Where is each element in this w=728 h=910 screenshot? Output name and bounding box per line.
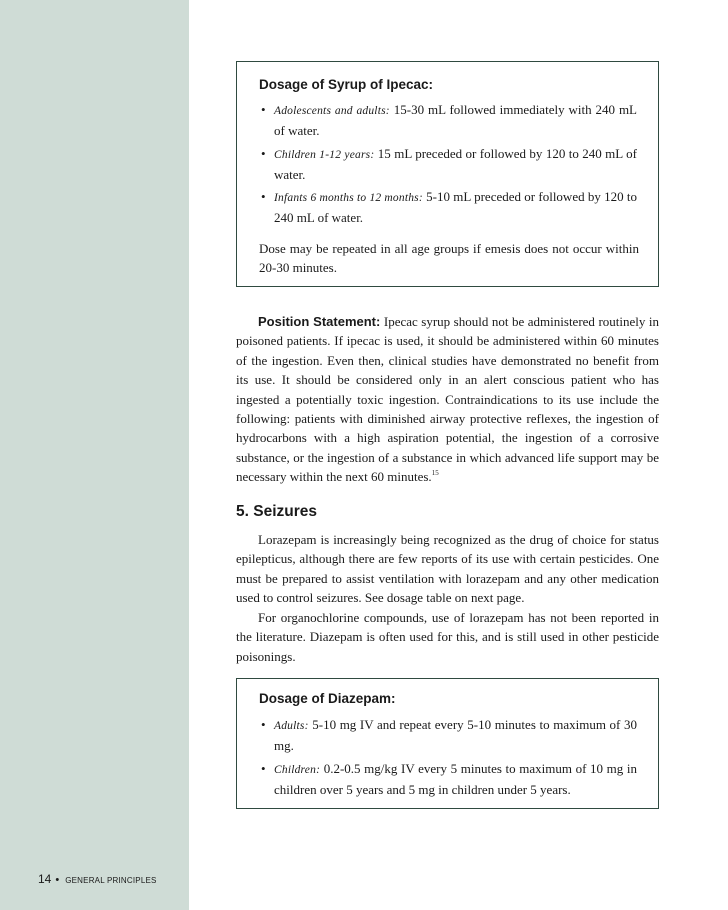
item-label: Infants 6 months to 12 months: [274, 192, 423, 204]
seizures-para2-text: For organochlorine compounds, use of lorazepam has not been reported in the literature. Diazepam is often used for this, and is still used in other pesticide poisonings. [236, 610, 659, 664]
bullet-icon: • [261, 146, 266, 161]
item-label: Children 1-12 years: [274, 149, 375, 161]
ipecac-dosage-box [236, 61, 659, 287]
ipecac-item-adults [259, 100, 637, 140]
seizures-para1-text: Lorazepam is increasingly being recognized as the drug of choice for status epilepticus, although there are few reports of its use with certain pesticides. One must be prepared to assist ventilation with lorazepam and any other medication used to control seizures. See dosage table on next page. [236, 532, 659, 606]
ipecac-item-infants [259, 187, 637, 227]
page-footer [38, 872, 157, 886]
sidebar-band [0, 0, 189, 910]
bullet-icon: • [261, 717, 266, 732]
page-number: 14 [38, 872, 52, 886]
item-text: 5-10 mL preceded or followed by 120 to 240 mL of water. [274, 189, 638, 225]
item-label: Children: [274, 764, 321, 776]
diazepam-dosage-box [236, 678, 659, 809]
item-text: 5-10 mg IV and repeat every 5-10 minutes to maximum of 30 mg. [274, 717, 638, 753]
diazepam-item-children [259, 759, 637, 799]
diazepam-item-adults [259, 715, 637, 755]
bullet-icon: • [261, 189, 266, 204]
seizures-paragraph-2 [236, 608, 659, 666]
item-text: 15 mL preceded or followed by 120 to 240 mL of water. [274, 146, 637, 182]
bullet-icon: • [261, 102, 266, 117]
diazepam-box-title: Dosage of Diazepam: [259, 691, 396, 706]
seizures-paragraph-1 [236, 530, 659, 608]
bullet-icon: • [261, 761, 266, 776]
footer-section-title: GENERAL PRINCIPLES [65, 876, 157, 885]
item-text: 15-30 mL followed immediately with 240 mL of water. [274, 102, 637, 138]
ipecac-box-title: Dosage of Syrup of Ipecac: [259, 77, 434, 92]
ipecac-repeat-note: Dose may be repeated in all age groups if emesis does not occur within 20-30 minutes. [259, 241, 639, 275]
item-label: Adolescents and adults: [274, 105, 390, 117]
position-statement-text: Ipecac syrup should not be administered routinely in poisoned patients. If ipecac is used, it should be administered within 60 minutes of the ingestion. Even then, clinical studies have demonstrated no benefit from its use. It should be considered only in an alert conscious patient who has ingested a potentially toxic ingestion. Contraindications to its use include the following: patients with diminished airway protective reflexes, the ingestion of hydrocarbons with a high aspiration potential, the ingestion of a corrosive substance, or the ingestion of a substance in which advanced life support may be necessary within the next 60 minutes. [236, 314, 659, 485]
footer-bullet: • [55, 874, 60, 886]
item-label: Adults: [274, 720, 309, 732]
ipecac-item-children [259, 144, 637, 184]
item-text: 0.2-0.5 mg/kg IV every 5 minutes to maximum of 10 mg in children over 5 years and 5 mg in children under 5 years. [274, 761, 638, 797]
position-statement [236, 312, 659, 487]
reference-mark: 15 [431, 469, 439, 478]
position-statement-lead: Position Statement: [258, 314, 381, 329]
section-heading-seizures: 5. Seizures [236, 503, 317, 520]
